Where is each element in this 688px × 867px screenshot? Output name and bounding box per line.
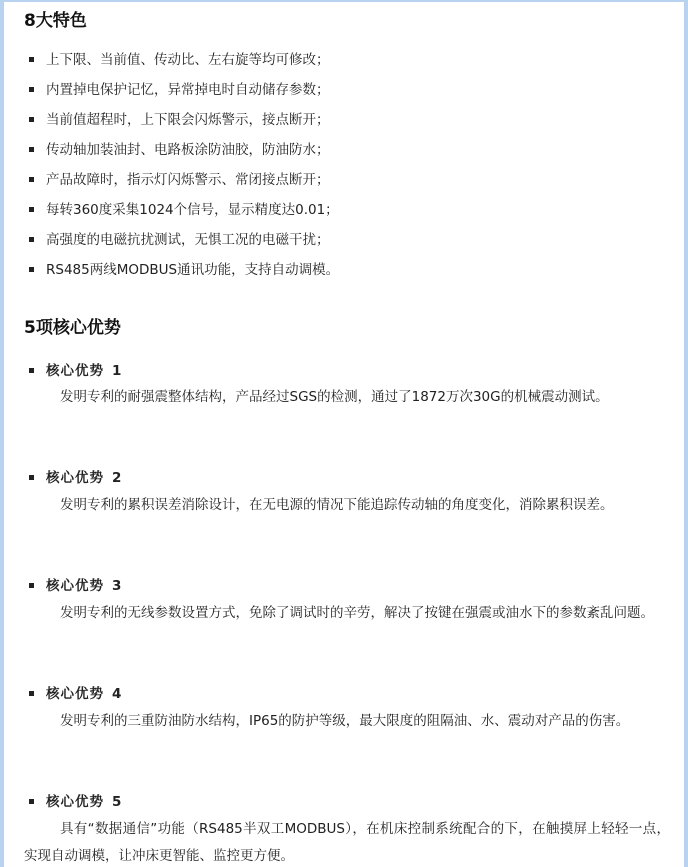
bullet-icon: [29, 583, 34, 588]
feature-text: 当前值超程时，上下限会闪烁警示，接点断开；: [46, 112, 330, 128]
advantage-label: 核心优势: [46, 686, 104, 702]
advantage-text-4: 发明专利的三重防油防水结构，IP65的防护等级，最大限度的阻隔油、水、震动对产品的伤害。: [60, 713, 630, 729]
advantage-text-2: 发明专利的累积误差消除设计，在无电源的情况下能追踪传动轴的角度变化，消除累积误差。: [60, 497, 614, 513]
feature-text: 上下限、当前值、传动比、左右旋等均可修改；: [46, 52, 330, 68]
feature-item-2: [46, 80, 330, 100]
bullet-icon: [29, 147, 34, 152]
feature-item-1: [46, 50, 330, 70]
feature-item-6: [46, 200, 339, 220]
advantage-heading-5: [46, 792, 122, 812]
feature-item-7: [46, 230, 330, 250]
advantage-number: 3: [112, 578, 123, 594]
advantage-text-1: 发明专利的耐强震整体结构，产品经过SGS的检测，通过了1872万次30G的机械震动测试。: [60, 389, 609, 405]
feature-text: 传动轴加装油封、电路板涂防油胶，防油防水；: [46, 142, 330, 158]
feature-item-8: [46, 260, 339, 280]
advantage-number: 2: [112, 470, 123, 486]
feature-item-4: [46, 140, 330, 160]
advantage-heading-3: [46, 576, 122, 596]
feature-text: RS485两线MODBUS通讯功能，支持自动调模。: [46, 262, 340, 278]
advantage-heading-1: [46, 361, 122, 381]
advantage-number: 5: [112, 794, 123, 810]
bullet-icon: [29, 177, 34, 182]
bullet-icon: [29, 87, 34, 92]
features-title: 8大特色: [24, 11, 87, 31]
advantage-text-3: 发明专利的无线参数设置方式，免除了调试时的辛劳，解决了按键在强震或油水下的参数紊乱问题。: [60, 605, 654, 621]
advantages-title: 5项核心优势: [24, 318, 121, 338]
bullet-icon: [29, 207, 34, 212]
feature-item-5: [46, 170, 330, 190]
advantage-number: 4: [112, 686, 123, 702]
advantage-heading-2: [46, 468, 122, 488]
advantage-label: 核心优势: [46, 794, 104, 810]
feature-text: 产品故障时，指示灯闪烁警示、常闭接点断开；: [46, 172, 330, 188]
advantage-heading-4: [46, 684, 122, 704]
bullet-icon: [29, 267, 34, 272]
advantage-label: 核心优势: [46, 578, 104, 594]
advantage-text-5: 具有“数据通信”功能（RS485半双工MODBUS），在机床控制系统配合的下，在触摸屏上轻轻一点，实现自动调模，让冲床更智能、监控更方便。: [24, 821, 670, 864]
bullet-icon: [29, 368, 34, 373]
advantage-number: 1: [112, 363, 123, 379]
feature-item-3: [46, 110, 330, 130]
bullet-icon: [29, 475, 34, 480]
bullet-icon: [29, 691, 34, 696]
bullet-icon: [29, 799, 34, 804]
advantage-label: 核心优势: [46, 470, 104, 486]
bullet-icon: [29, 237, 34, 242]
bullet-icon: [29, 57, 34, 62]
feature-text: 高强度的电磁抗扰测试，无惧工况的电磁干扰；: [46, 232, 330, 248]
feature-text: 每转360度采集1024个信号，显示精度达0.01；: [46, 202, 339, 218]
bullet-icon: [29, 117, 34, 122]
advantage-label: 核心优势: [46, 363, 104, 379]
feature-text: 内置掉电保护记忆，异常掉电时自动储存参数；: [46, 82, 330, 98]
